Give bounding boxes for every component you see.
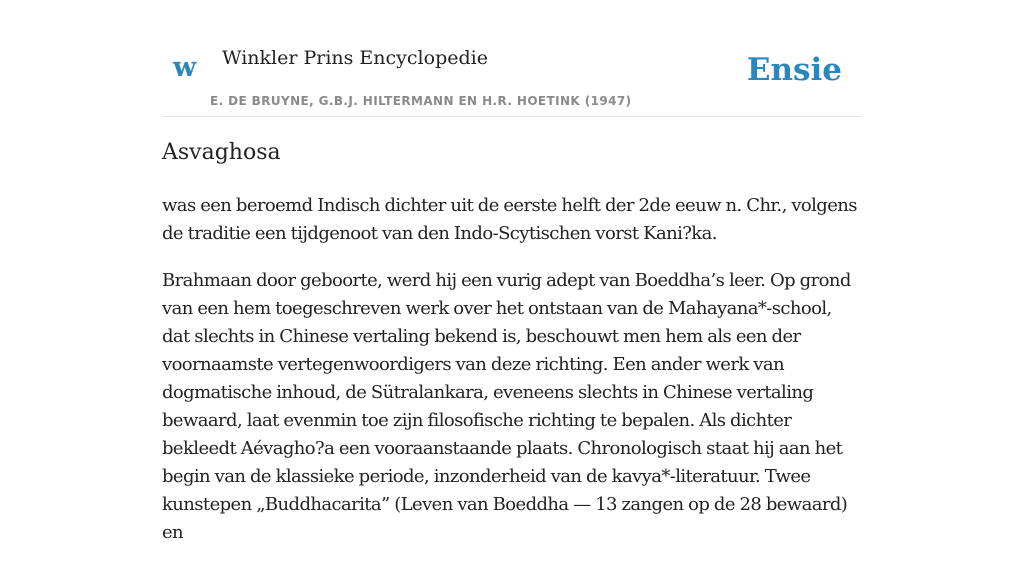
brand-logo[interactable]: Ensie [746,52,842,88]
authors-line: E. DE BRUYNE, G.B.J. HILTERMANN EN H.R. HOETINK (1947) [210,94,632,108]
article-body [162,192,862,566]
site-header [162,40,862,117]
article-paragraph: was een beroemd Indisch dichter uit de eerste helft der 2de eeuw n. Chr., volgens de traditie een tijdgenoot van den Indo-Scytischen vorst Kani?ka. [162,195,857,244]
article-title: Asvaghosa [162,140,281,165]
article-paragraph: Brahmaan door geboorte, werd hij een vurig adept van Boeddha’s leer. Op grond van een hem toegeschreven werk over het ontstaan van de Mahayana*-school, dat slechts in Chinese vertaling bekend is, beschouwt men hem als een der voornaamste vertegenwoordigers van deze richting. Een ander werk van dogmatische inhoud, de Sütralankara, eveneens slechts in Chinese vertaling bewaard, laat evenmin toe zijn filosofische richting te bepalen. Als dichter bekleedt Aévagho?a een vooraanstaande plaats. Chronologisch staat hij aan het begin van de klassieke periode, inzonderheid van de kavya*-literatuur. Twee kunstepen „Buddhacarita” (Leven van Boeddha — 13 zangen op de 28 bewaard) en [162,270,851,543]
site-title[interactable]: Winkler Prins Encyclopedie [222,47,488,69]
logo-icon[interactable]: w [173,52,197,83]
